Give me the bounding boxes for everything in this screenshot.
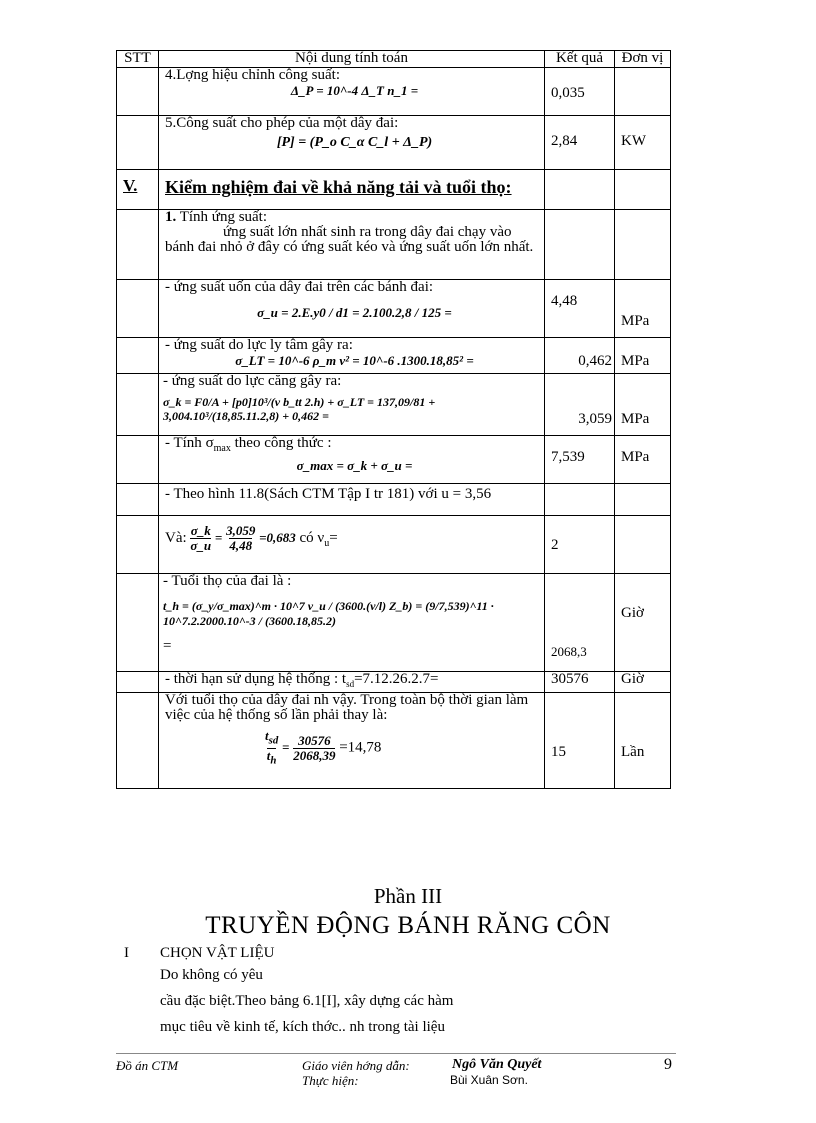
row-label: - thời hạn sử dụng hệ thống : $t_{sd}=7.12.26.2.7=$ [165, 671, 439, 689]
unit-cell: Giờ [615, 574, 671, 672]
result-cell: 7,539 [545, 436, 615, 484]
unit-cell [615, 68, 671, 116]
table-row [117, 210, 671, 280]
table-row [117, 436, 671, 484]
table-row [117, 516, 671, 574]
page-number: 9 [664, 1056, 672, 1073]
row-label: - ứng suất uốn của dây đai trên các bánh đai: [165, 279, 434, 295]
row-label: - Tính $\sigma_{max}$ theo công thức : [165, 435, 332, 454]
table-row [117, 484, 671, 516]
row-label: - ứng suất do lực ly tâm gây ra: [165, 337, 353, 353]
section-title: CHỌN VẬT LIỆU [160, 945, 275, 961]
row-label: - Tuổi thọ của đai là : [163, 573, 292, 589]
equals-sign: = [214, 529, 223, 545]
header-unit: Đơn vị [615, 51, 671, 68]
table-row [117, 280, 671, 338]
ratio-result: =0,683 [259, 529, 296, 545]
row-label: Và: [165, 529, 187, 546]
row-label: 4.Lợng hiệu chỉnh công suất: [165, 67, 340, 83]
formula: σ_k = F0/A + [p0]10³/(v b_tt 2.h) + σ_LT = 137,09/81 + 3,004.10³/(18,85.11.2,8) + 0,462 = [163, 395, 436, 423]
section-title: Kiểm nghiệm đai về khả năng tải và tuổi thọ: [165, 177, 512, 197]
footer-teacher-label: Giáo viên hớng dẫn: [302, 1058, 410, 1073]
table-row [117, 693, 671, 789]
section-number: V. [123, 176, 138, 195]
footer-teacher: Ngô Văn Quyết [452, 1057, 542, 1072]
row-label: - Theo hình 11.8(Sách CTM Tập I tr 181) với u = 3,56 [165, 486, 492, 502]
paragraph-line: cầu đặc biệt.Theo bảng 6.1[I], xây dựng các hàm [160, 993, 454, 1009]
table-row [117, 672, 671, 693]
result-cell: 4,48 [545, 280, 615, 338]
result-cell: 3,059 [545, 374, 615, 436]
calculation-table [116, 50, 671, 789]
unit-cell: MPa [615, 436, 671, 484]
ratio-fraction: $\frac{\sigma\_k}{\sigma\_u}$ [190, 523, 212, 553]
section-number: I [124, 945, 129, 961]
header-content: Nội dung tính toán [159, 51, 545, 68]
unit-cell: Giờ [615, 672, 671, 693]
value-fraction: $\frac{3,059}{4,48}$ [226, 523, 256, 553]
result-cell: 15 [545, 693, 615, 789]
replacement-formula: $t_{sd}$ $t_h = \frac{30576}{2068,39} =14,78$ [265, 728, 382, 767]
table-row [117, 338, 671, 374]
header-result: Kết quả [545, 51, 615, 68]
formula: [P] = (P_o C_α C_l + Δ_P) [276, 135, 433, 150]
formula: σ_u = 2.E.y0 / d1 = 2.100.2,8 / 125 = [257, 305, 452, 320]
row-label: Tính ứng suất: [176, 209, 268, 225]
formula: σ_max = σ_k + σ_u = [296, 458, 413, 473]
table-row [117, 116, 671, 170]
result-cell: 0,035 [545, 68, 615, 116]
footer-author-label: Thực hiện: [302, 1073, 359, 1088]
result-cell: 2,84 [545, 116, 615, 170]
item-number: 1. [165, 209, 177, 225]
unit-cell: Lần [615, 693, 671, 789]
footer-author: Bùi Xuân Sơn. [450, 1073, 528, 1087]
footer-divider [116, 1053, 676, 1054]
paragraph-line: Do không có yêu [160, 967, 263, 983]
row-description: Với tuổi thọ của dây đai nh vậy. Trong toàn bộ thời gian làm việc của hệ thống số lần phải thay là: [165, 692, 529, 723]
unit-cell: KW [615, 116, 671, 170]
formula: Δ_P = 10^-4 Δ_T n_1 = [290, 83, 419, 98]
result-cell: 30576 [545, 672, 615, 693]
table-row [117, 574, 671, 672]
result-cell: 0,462 [545, 338, 615, 374]
unit-cell: MPa [615, 338, 671, 374]
table-row [117, 374, 671, 436]
unit-cell: MPa [615, 280, 671, 338]
header-stt: STT [117, 51, 159, 68]
part-heading: Phần III [373, 884, 443, 908]
footer-left: Đồ án CTM [116, 1058, 179, 1073]
row-label: - ứng suất do lực căng gây ra: [163, 373, 342, 389]
result-cell: 2 [545, 516, 615, 574]
table-row [117, 170, 671, 210]
row-label: 5.Công suất cho phép của một dây đai: [165, 115, 399, 131]
part-title: TRUYỀN ĐỘNG BÁNH RĂNG CÔN [205, 912, 611, 939]
table-row [117, 68, 671, 116]
table-header [117, 51, 671, 68]
row-label: có $\nu_u=$ [299, 529, 338, 549]
paragraph-line: mục tiêu về kinh tế, kích thớc.. nh trong tài liệu [160, 1019, 445, 1035]
formula: σ_LT = 10^-6 ρ_m v² = 10^-6 .1300.18,85² = [235, 353, 474, 368]
unit-cell: MPa [615, 374, 671, 436]
equals-line: = [163, 638, 172, 654]
row-description: ứng suất lớn nhất sinh ra trong dây đai chạy vào bánh đai nhỏ ở đây có ứng suất kéo và ứng suất uốn lớn nhất. [165, 224, 534, 255]
result-cell: 2068,3 [545, 574, 615, 672]
formula: t_h = (σ_y/σ_max)^m · 10^7 ν_u / (3600.(v/l) Z_b) = (9/7,539)^11 · 10^7.2.2000.10^-3 / (3600.18,85.2) [163, 599, 494, 628]
